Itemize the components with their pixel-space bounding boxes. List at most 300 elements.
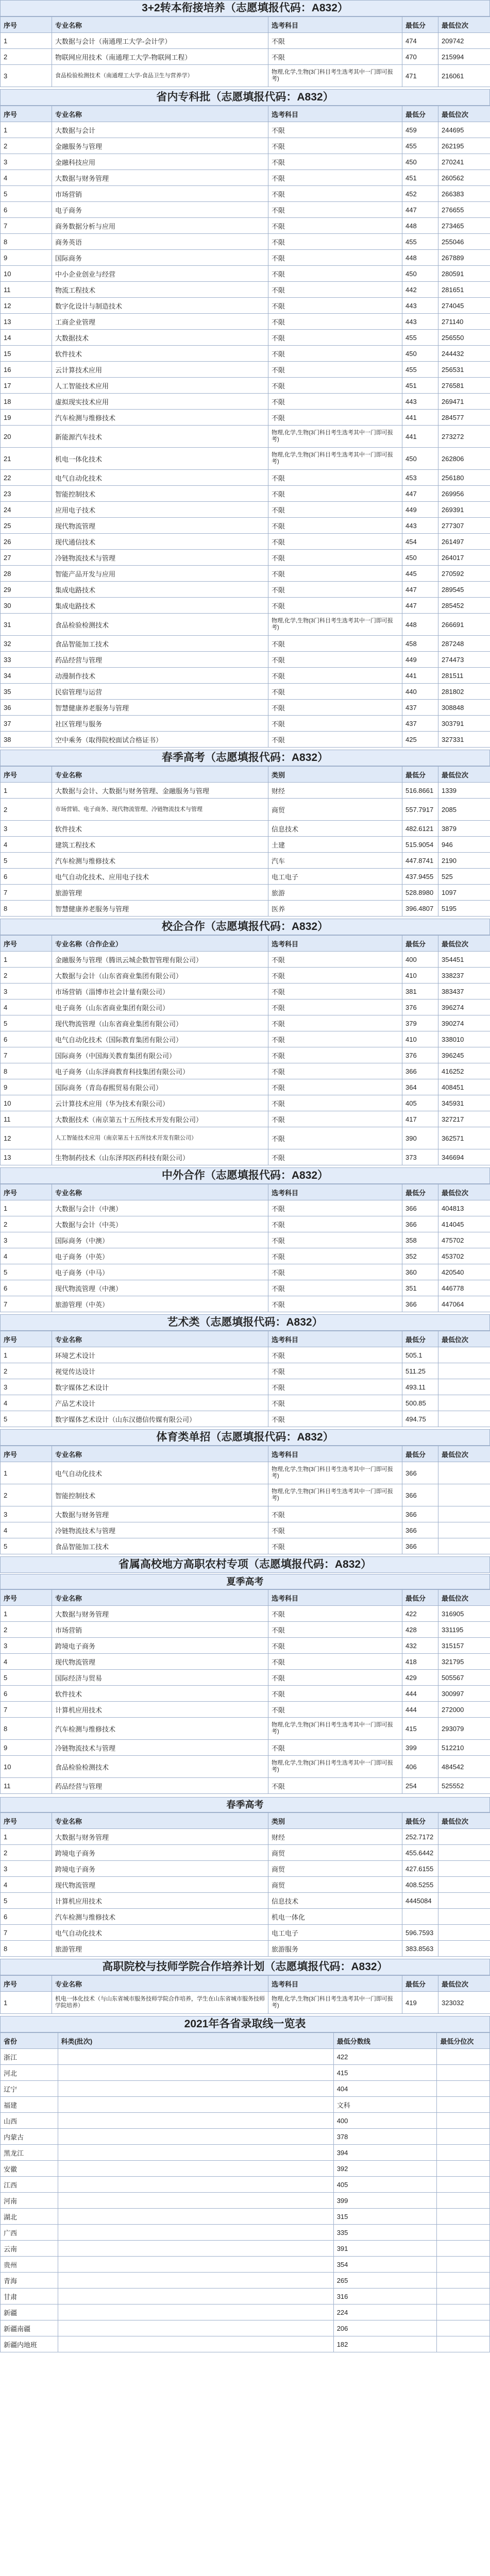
column-header: 序号 [1,936,52,952]
table-cell: 电工电子 [268,869,402,885]
table-cell: 工商企业管理 [52,314,268,330]
table-cell: 19 [1,410,52,426]
table-header-row [1,1446,490,1462]
table-cell: 智能控制技术 [52,486,268,502]
table-cell: 不限 [268,1079,402,1095]
table-row [1,486,490,502]
table-cell: 448 [402,250,438,266]
column-header: 选考科目 [268,1184,402,1200]
table-row [1,2049,490,2065]
table-cell: 3 [1,1506,52,1522]
column-header: 选考科目 [268,106,402,122]
table-cell: 244695 [438,122,490,138]
table-cell: 364 [402,1079,438,1095]
table-row [1,901,490,917]
table-cell: 256531 [438,362,490,378]
table-cell: 3 [1,821,52,837]
table-cell: 33 [1,652,52,668]
admission-table [0,1184,490,1312]
table-cell [437,2209,490,2225]
table-cell [437,2320,490,2336]
table-cell: 6 [1,202,52,218]
table-row [1,2113,490,2129]
table-row [1,652,490,668]
column-header: 专业名称 [52,106,268,122]
table-cell: 云计算技术应用（华为技术有限公司） [52,1095,268,1111]
table-cell: 物流工程技术 [52,282,268,298]
table-row [1,2097,490,2113]
table-cell: 525552 [438,1778,490,1794]
table-cell: 不限 [268,502,402,518]
table-row [1,598,490,614]
table-cell: 366 [402,1296,438,1312]
table-cell: 商贸 [268,1845,402,1861]
table-cell: 265 [333,2273,437,2289]
column-header: 专业名称 [52,1331,268,1347]
table-cell: 8 [1,1718,52,1740]
table-cell: 266383 [438,186,490,202]
table-cell: 不限 [268,122,402,138]
table-cell [438,1411,490,1427]
table-cell: 256180 [438,470,490,486]
table-cell [437,2336,490,2352]
table-cell: 358 [402,1232,438,1248]
table-cell: 450 [402,266,438,282]
table-row [1,502,490,518]
table-cell [58,2145,333,2161]
table-cell: 267889 [438,250,490,266]
table-cell: 354 [333,2257,437,2273]
table-cell: 人工智能技术应用（南京第五十五所技术开发有限公司） [52,1127,268,1149]
table-cell: 不限 [268,1347,402,1363]
table-cell: 450 [402,346,438,362]
table-cell: 38 [1,732,52,748]
column-header: 序号 [1,1331,52,1347]
table-cell: 284577 [438,410,490,426]
table-cell: 441 [402,426,438,448]
table-cell: 信息技术 [268,821,402,837]
table-cell: 422 [333,2049,437,2065]
table-cell: 28 [1,566,52,582]
table-cell: 1 [1,952,52,968]
table-cell: 跨境电子商务 [52,1861,268,1877]
table-row [1,518,490,534]
table-cell: 新疆 [1,2304,58,2320]
table-cell: 不限 [268,1063,402,1079]
table-cell: 不限 [268,1379,402,1395]
table-cell: 378 [333,2129,437,2145]
table-cell: 450 [402,448,438,470]
table-cell: 不限 [268,1111,402,1127]
table-cell [437,2113,490,2129]
column-header: 科类(批次) [58,2033,333,2049]
table-row [1,282,490,298]
table-cell: 8 [1,901,52,917]
table-cell: 10 [1,266,52,282]
table-cell: 13 [1,1149,52,1165]
table-row [1,218,490,234]
table-cell: 跨境电子商务 [52,1845,268,1861]
table-row [1,65,490,87]
table-cell: 8 [1,1941,52,1957]
table-cell [437,2193,490,2209]
table-cell: 323032 [438,1992,490,2014]
column-header: 最低分 [402,767,438,783]
table-cell: 不限 [268,952,402,968]
table-cell: 428 [402,1622,438,1638]
table-cell: 354451 [438,952,490,968]
table-cell: 440 [402,684,438,700]
table-cell [58,2161,333,2177]
table-cell: 大数据与会计、大数据与财务管理、金融服务与管理 [52,783,268,799]
table-cell [438,1925,490,1941]
table-cell [438,1484,490,1506]
table-cell: 冷链物流技术与管理 [52,550,268,566]
table-cell: 食品检验检测技术 [52,614,268,636]
table-cell: 455 [402,138,438,154]
table-cell: 不限 [268,1095,402,1111]
table-cell: 视觉传达设计 [52,1363,268,1379]
table-row [1,2289,490,2304]
table-row [1,2273,490,2289]
table-cell: 4 [1,837,52,853]
table-cell: 汽车检测与维修技术 [52,1718,268,1740]
table-cell: 346694 [438,1149,490,1165]
table-cell: 空中乘务（取得院校面试合格证书） [52,732,268,748]
table-cell: 338237 [438,968,490,984]
table-cell: 281802 [438,684,490,700]
column-header: 选考科目 [268,1590,402,1606]
table-cell: 不限 [268,410,402,426]
table-row [1,732,490,748]
table-cell: 不限 [268,346,402,362]
table-cell: 366 [402,1484,438,1506]
table-cell: 6 [1,1031,52,1047]
table-cell: 汽车 [268,853,402,869]
table-row [1,1200,490,1216]
table-row [1,684,490,700]
table-cell [58,2336,333,2352]
table-row [1,1462,490,1484]
table-cell: 不限 [268,550,402,566]
table-cell: 404 [333,2081,437,2097]
table-cell: 5 [1,1893,52,1909]
table-row [1,2304,490,2320]
table-row [1,33,490,49]
table-row [1,1216,490,1232]
table-cell: 物联网应用技术（南通理工大学-物联网工程） [52,49,268,65]
table-cell: 422 [402,1606,438,1622]
table-cell: 373 [402,1149,438,1165]
table-cell: 2 [1,1845,52,1861]
table-cell [58,2177,333,2193]
table-cell: 商贸 [268,1861,402,1877]
table-cell: 不限 [268,486,402,502]
table-row [1,448,490,470]
table-row [1,999,490,1015]
table-row [1,853,490,869]
table-cell: 280591 [438,266,490,282]
table-cell: 443 [402,394,438,410]
table-cell [437,2241,490,2257]
table-cell: 262806 [438,448,490,470]
table-row [1,1686,490,1702]
table-row [1,234,490,250]
table-row [1,1296,490,1312]
admission-table [0,1331,490,1427]
table-row [1,298,490,314]
table-cell: 不限 [268,1522,402,1538]
table-cell: 408451 [438,1079,490,1095]
admission-table [0,935,490,1165]
table-cell: 大数据与财务管理 [52,1829,268,1845]
column-header: 最低位次 [438,1813,490,1829]
table-cell: 食品智能加工技术 [52,636,268,652]
table-row [1,534,490,550]
table-cell: 444 [402,1686,438,1702]
table-cell: 315 [333,2209,437,2225]
table-cell: 4445084 [402,1893,438,1909]
table-cell: 浙江 [1,2049,58,2065]
table-cell [58,2304,333,2320]
table-cell [437,2145,490,2161]
table-cell: 5 [1,186,52,202]
table-cell: 441 [402,410,438,426]
table-cell: 452 [402,186,438,202]
table-cell: 448 [402,614,438,636]
table-cell: 262195 [438,138,490,154]
table-cell: 281511 [438,668,490,684]
table-cell: 4 [1,1654,52,1670]
table-cell: 447064 [438,1296,490,1312]
table-cell: 455 [402,234,438,250]
table-cell: 379 [402,1015,438,1031]
table-cell: 现代通信技术 [52,534,268,550]
table-cell: 425 [402,732,438,748]
table-row [1,2161,490,2177]
admission-table [0,1446,490,1554]
table-row [1,314,490,330]
table-cell: 10 [1,1756,52,1778]
column-header: 选考科目 [268,1976,402,1992]
table-cell: 493.11 [402,1379,438,1395]
table-row [1,2336,490,2352]
table-cell: 3 [1,1379,52,1395]
table-cell: 电气自动化技术（国际教育集团有限公司） [52,1031,268,1047]
table-row [1,821,490,837]
table-row [1,1379,490,1395]
table-cell: 商务数据分析与应用 [52,218,268,234]
table-cell: 443 [402,314,438,330]
table-cell: 数字媒体艺术设计（山东汉德信传媒有限公司） [52,1411,268,1427]
table-cell: 不限 [268,282,402,298]
column-header: 最低分位次 [437,2033,490,2049]
table-row [1,266,490,282]
table-cell: 电气自动化技术 [52,1925,268,1941]
table-cell: 不限 [268,218,402,234]
table-cell: 455 [402,362,438,378]
table-cell: 1 [1,1606,52,1622]
table-cell: 31 [1,614,52,636]
admission-table [0,106,490,748]
table-cell: 4 [1,170,52,186]
table-cell: 447 [402,486,438,502]
column-header: 省份 [1,2033,58,2049]
table-cell: 物理,化学,生物(3门科目考生选考其中一门即可报考) [268,1756,402,1778]
table-cell: 不限 [268,186,402,202]
table-row [1,1670,490,1686]
table-cell: 376 [402,999,438,1015]
table-cell: 不限 [268,984,402,999]
table-row [1,1079,490,1095]
table-cell: 国际商务 [52,250,268,266]
table-cell: 物理,化学,生物(3门科目考生选考其中一门即可报考) [268,1462,402,1484]
column-header: 专业名称 [52,17,268,33]
table-cell [437,2177,490,2193]
table-cell: 信息技术 [268,1893,402,1909]
table-cell: 7 [1,1047,52,1063]
province-table [0,2032,490,2352]
table-cell [437,2257,490,2273]
table-row [1,1506,490,1522]
table-row [1,138,490,154]
table-cell: 1 [1,1462,52,1484]
table-cell [438,1861,490,1877]
column-header: 专业名称 [52,1184,268,1200]
table-cell: 500.85 [402,1395,438,1411]
table-row [1,1484,490,1506]
table-cell [438,1506,490,1522]
table-cell: 黑龙江 [1,2145,58,2161]
section-title: 高职院校与技师学院合作培养计划（志愿填报代码：A832） [0,1959,490,1975]
table-cell: 2 [1,968,52,984]
table-cell: 394 [333,2145,437,2161]
table-cell: 366 [402,1462,438,1484]
table-cell: 计算机应用技术 [52,1702,268,1718]
table-row [1,2241,490,2257]
table-cell [438,1829,490,1845]
table-cell: 湖北 [1,2209,58,2225]
table-row [1,550,490,566]
column-header: 序号 [1,106,52,122]
table-cell: 不限 [268,1411,402,1427]
table-cell: 2 [1,1484,52,1506]
table-cell [438,1893,490,1909]
table-cell: 494.75 [402,1411,438,1427]
table-cell: 新能源汽车技术 [52,426,268,448]
table-cell: 25 [1,518,52,534]
table-cell: 冷链物流技术与管理 [52,1740,268,1756]
column-header: 最低分 [402,1184,438,1200]
table-row [1,1347,490,1363]
table-cell: 物理,化学,生物(3门科目考生选考其中一门即可报考) [268,448,402,470]
table-cell: 不限 [268,49,402,65]
table-cell: 443 [402,518,438,534]
table-row [1,1280,490,1296]
column-header: 最低分 [402,1446,438,1462]
column-header: 序号 [1,1184,52,1200]
table-cell: 269956 [438,486,490,502]
table-cell: 不限 [268,684,402,700]
table-cell: 289545 [438,582,490,598]
table-cell: 396245 [438,1047,490,1063]
table-cell: 不限 [268,202,402,218]
table-cell: 物理,化学,生物(3门科目考生选考其中一门即可报考) [268,1484,402,1506]
table-row [1,1845,490,1861]
table-cell: 455.6442 [402,1845,438,1861]
table-cell: 10 [1,1095,52,1111]
table-row [1,1622,490,1638]
table-cell: 458 [402,636,438,652]
table-cell [58,2065,333,2081]
table-cell [437,2304,490,2320]
table-cell: 软件技术 [52,821,268,837]
table-row [1,668,490,684]
table-cell: 321795 [438,1654,490,1670]
table-cell: 450 [402,154,438,170]
table-cell: 动漫制作技术 [52,668,268,684]
table-cell: 505.1 [402,1347,438,1363]
table-cell: 437 [402,716,438,732]
table-cell: 不限 [268,1654,402,1670]
table-cell: 市场营销 [52,1622,268,1638]
table-cell: 应用电子技术 [52,502,268,518]
table-row [1,394,490,410]
table-cell: 河南 [1,2193,58,2209]
table-cell: 1 [1,1992,52,2014]
table-cell [58,2209,333,2225]
table-cell: 34 [1,668,52,684]
table-cell: 16 [1,362,52,378]
table-cell: 441 [402,668,438,684]
column-header: 专业名称 [52,1446,268,1462]
table-cell: 河北 [1,2065,58,2081]
column-header: 序号 [1,1813,52,1829]
table-row [1,2193,490,2209]
table-row [1,885,490,901]
table-cell: 不限 [268,1686,402,1702]
table-cell [402,1909,438,1925]
table-cell: 274473 [438,652,490,668]
table-row [1,154,490,170]
table-cell: 旅游管理（中英） [52,1296,268,1312]
table-cell: 不限 [268,1538,402,1554]
table-cell: 广西 [1,2225,58,2241]
table-cell [438,1395,490,1411]
table-cell: 现代物流管理（山东省商业集团有限公司） [52,1015,268,1031]
table-cell: 37 [1,716,52,732]
table-cell [437,2097,490,2113]
table-cell: 6 [1,869,52,885]
table-cell: 270592 [438,566,490,582]
table-cell: 453702 [438,1248,490,1264]
table-cell [58,2193,333,2209]
table-cell: 2190 [438,853,490,869]
table-cell: 444 [402,1702,438,1718]
table-cell: 8 [1,1063,52,1079]
column-header: 最低位次 [438,1331,490,1347]
table-row [1,330,490,346]
table-cell: 集成电路技术 [52,582,268,598]
column-header: 选考科目 [268,936,402,952]
table-cell: 不限 [268,1395,402,1411]
table-cell: 14 [1,330,52,346]
column-header: 选考科目 [268,17,402,33]
table-cell: 不限 [268,250,402,266]
table-cell: 不限 [268,1248,402,1264]
table-cell: 455 [402,330,438,346]
table-row [1,1111,490,1127]
